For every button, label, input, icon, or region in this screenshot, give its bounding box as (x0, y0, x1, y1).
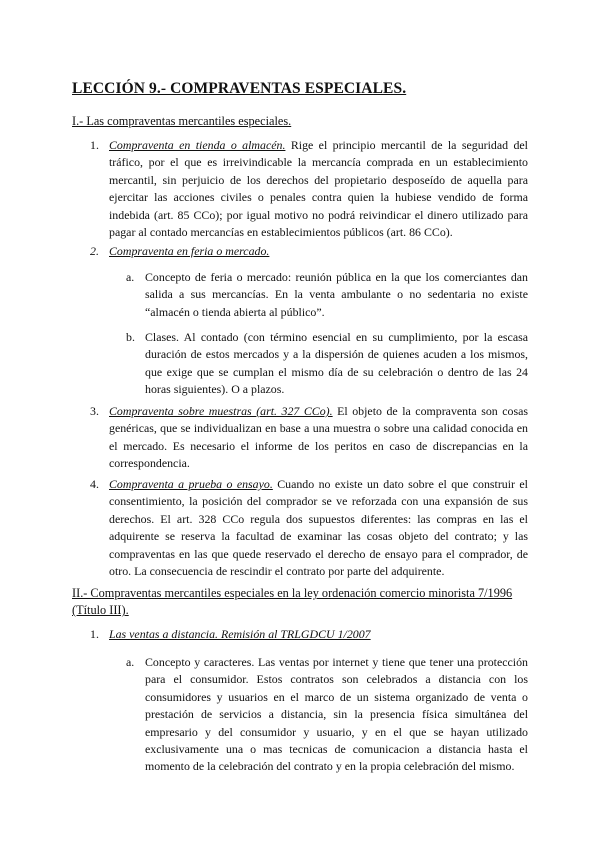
item-marker: 4. (90, 477, 99, 491)
subitem-marker: a. (126, 655, 135, 669)
section-heading-2: II.- Compraventas mercantiles especiales en la ley ordenación comercio minorista 7/1996 (Título III). (72, 586, 513, 617)
sub-list-item: Clases. Al contado (con término esencial en su cumplimiento, por la escasa duración de estos mercados y a la dispersión de quienes acuden a los mismos, que exige que se cumplan el mismo día de su celebración o dentro de las 24 horas siguientes). O a plazos. (145, 330, 528, 397)
item-label: Compraventa en feria o mercado. (109, 244, 270, 258)
item-label: Las ventas a distancia. Remisión al TRLGDCU 1/2007 (109, 627, 371, 641)
subitem-marker: a. (126, 270, 135, 284)
item-marker: 1. (90, 627, 99, 641)
sub-list-item: Concepto de feria o mercado: reunión pública en la que los comerciantes dan salida a sus mercancías. En la venta ambulante o no sedentaria no existe “almacén o tienda abierta al público”. (145, 270, 528, 319)
item-label: Compraventa sobre muestras (art. 327 CCo). (109, 404, 333, 418)
item-marker: 1. (90, 138, 99, 152)
list-item (109, 243, 528, 260)
list-item (109, 137, 528, 241)
item-marker: 2. (90, 244, 99, 258)
sub-list-item: Concepto y caracteres. Las ventas por internet y tiene que tener una protección para el consumidor. Estos contratos son celebrados a distancia con los consumidores y usuarios en el marco de un sistema organizado de venta o prestación de servicios a distancia, sin la presencia física simultánea del empresario y del consumidor y usuario, y en el que se hayan utilizado exclusivamente una o mas tecnicas de comunicacion a distancia hasta el momento de la celebración del contrato y en la propia celebración del mismo. (145, 655, 528, 774)
section-heading-1: I.- Las compraventas mercantiles especiales. (72, 114, 292, 128)
list-item (109, 626, 528, 643)
item-marker: 3. (90, 404, 99, 418)
item-text: Rige el principio mercantil de la seguridad del tráfico, por el que es irreivindicable la mercancía comprada en un establecimiento mercantil, sin perjuicio de los derechos del propietario desposeído de aquella para ejercitar las acciones civiles o penales contra quien la hubiese vendido de forma indebida (art. 85 CCo); por igual motivo no podrá reivindicar el dinero utilizado para pagar al contado mercancías en establecimientos públicos (art. 86 CCo). (109, 138, 528, 240)
list-item (109, 403, 528, 473)
lesson-title: LECCIÓN 9.- COMPRAVENTAS ESPECIALES. (72, 80, 407, 97)
item-text: El objeto de la compraventa son cosas genéricas, que se individualizan en base a una muestra o sobre una calidad conocida en el mercado. Es necesario el informe de los peritos en caso de discrepancias en la correspondencia. (109, 404, 529, 471)
list-item (109, 476, 528, 580)
subitem-marker: b. (126, 330, 135, 344)
item-text: Cuando no existe un dato sobre el que construir el consentimiento, la posición del comprador se ve reforzada con una expansión de sus derechos. El art. 328 CCo regula dos supuestos diferentes: las compras en las el adquirente se reserva la facultad de examinar las cosas objeto del contrato; y las compraventas en las que quede reservado el derecho de ensayo para el comprador, de otro. La consecuencia de rescindir el contrato por parte del adquirente. (109, 477, 528, 579)
item-label: Compraventa a prueba o ensayo. (109, 477, 273, 491)
item-label: Compraventa en tienda o almacén. (109, 138, 286, 152)
